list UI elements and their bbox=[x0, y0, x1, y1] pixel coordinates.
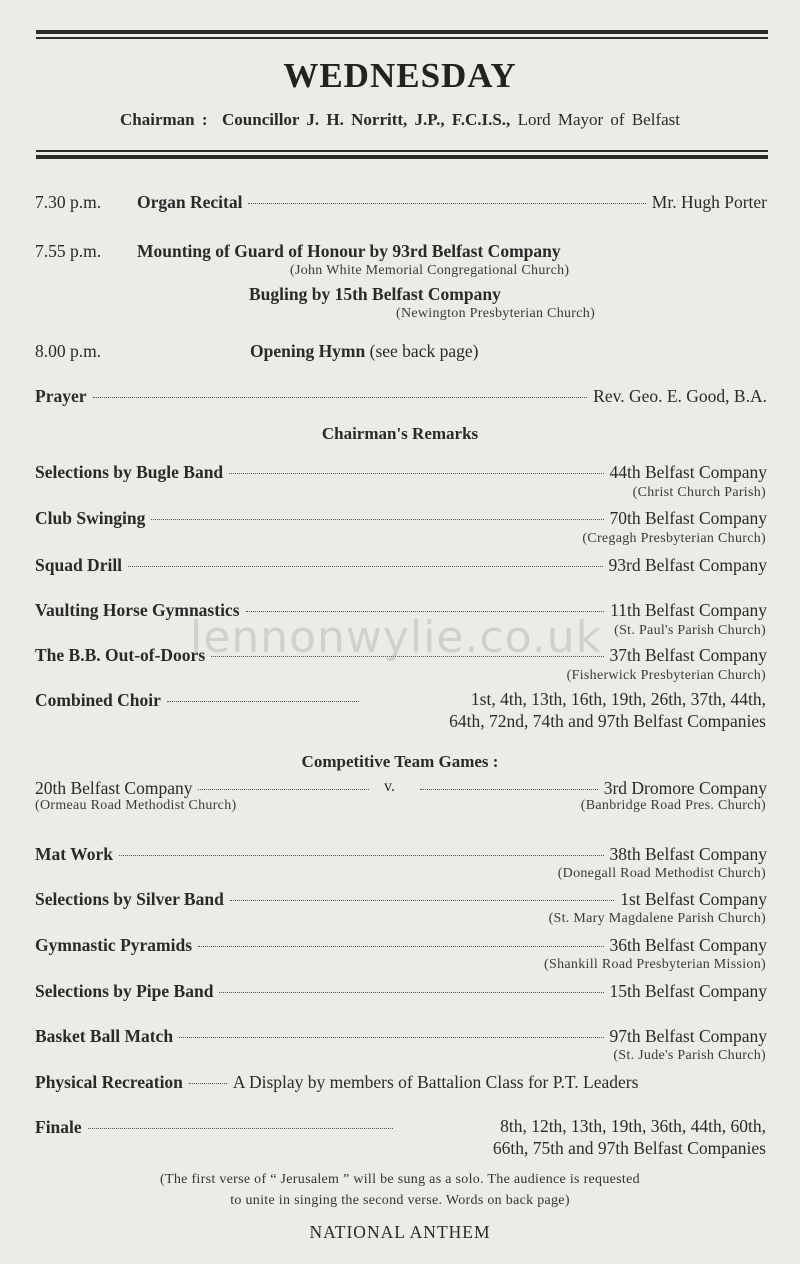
hymn-row bbox=[35, 341, 767, 362]
dot-leader bbox=[219, 992, 603, 993]
dot-leader bbox=[420, 789, 598, 790]
programme-row bbox=[35, 981, 767, 1002]
dot-leader bbox=[119, 855, 604, 856]
dot-leader bbox=[248, 203, 645, 204]
team-two-name: 3rd Dromore Company bbox=[603, 778, 767, 798]
item-label: The B.B. Out-of-Doors bbox=[35, 645, 206, 665]
companies-line-2: 64th, 72nd, 74th and 97th Belfast Companies bbox=[449, 711, 766, 731]
team-two-church: (Banbridge Road Pres. Church) bbox=[580, 798, 766, 813]
item-label: Selections by Bugle Band bbox=[35, 462, 224, 482]
companies-line-2: 66th, 75th and 97th Belfast Companies bbox=[492, 1138, 766, 1158]
companies-line-1: 8th, 12th, 13th, 19th, 36th, 44th, 60th, bbox=[500, 1116, 766, 1136]
programme-row bbox=[35, 1117, 399, 1138]
item-label: Gymnastic Pyramids bbox=[35, 935, 193, 955]
item-label: Club Swinging bbox=[35, 508, 146, 528]
team-two bbox=[414, 778, 767, 799]
prayer-row bbox=[35, 386, 767, 407]
organ-recital-row bbox=[35, 192, 767, 213]
dot-leader bbox=[198, 789, 369, 790]
dot-leader bbox=[198, 946, 604, 947]
programme-row bbox=[35, 462, 767, 483]
team-one-church: (Ormeau Road Methodist Church) bbox=[35, 798, 237, 813]
bottom-double-rule bbox=[36, 150, 768, 159]
chairmans-remarks: Chairman's Remarks bbox=[321, 424, 479, 443]
item-performer: 93rd Belfast Company bbox=[608, 555, 767, 575]
item-label: Organ Recital bbox=[137, 192, 243, 212]
item-label: Opening Hymn bbox=[250, 341, 366, 361]
programme-row bbox=[35, 508, 767, 529]
dot-leader bbox=[189, 1083, 227, 1084]
item-performer: 97th Belfast Company bbox=[609, 1026, 767, 1046]
dot-leader bbox=[93, 397, 588, 398]
dot-leader bbox=[229, 473, 603, 474]
top-double-rule bbox=[36, 30, 768, 39]
item-performer: 1st Belfast Company bbox=[620, 889, 767, 909]
programme-row bbox=[35, 935, 767, 956]
dot-leader bbox=[179, 1037, 603, 1038]
item-church: (St. Mary Magdalene Parish Church) bbox=[548, 911, 766, 926]
item-label: Mat Work bbox=[35, 844, 113, 864]
time: 7.30 p.m. bbox=[35, 192, 102, 212]
team-one bbox=[35, 778, 375, 799]
item-note: (see back page) bbox=[369, 341, 479, 361]
item-label: Physical Recreation bbox=[35, 1072, 183, 1092]
jerusalem-note bbox=[0, 1169, 800, 1211]
item-performer: 36th Belfast Company bbox=[609, 935, 767, 955]
programme-row bbox=[35, 555, 767, 576]
dot-leader bbox=[230, 900, 614, 901]
item-church: (Shankill Road Presbyterian Mission) bbox=[544, 957, 766, 972]
dot-leader bbox=[128, 566, 602, 567]
item-label: Selections by Silver Band bbox=[35, 889, 224, 909]
page-title: WEDNESDAY bbox=[283, 56, 517, 95]
chairman-name: Councillor J. H. Norritt, J.P., F.C.I.S., bbox=[222, 110, 511, 129]
item-performer: 44th Belfast Company bbox=[609, 462, 767, 482]
item-church: (Cregagh Presbyterian Church) bbox=[582, 531, 766, 546]
finale-companies bbox=[493, 1115, 766, 1159]
time: 8.00 p.m. bbox=[35, 341, 102, 361]
item-label: Bugling by 15th Belfast Company bbox=[249, 284, 501, 304]
programme-row bbox=[35, 1072, 767, 1093]
item-label: Combined Choir bbox=[35, 690, 161, 710]
programme-row bbox=[35, 889, 767, 910]
programme-row bbox=[35, 1026, 767, 1047]
chairman-role: Lord Mayor of Belfast bbox=[517, 110, 680, 129]
item-performer: 11th Belfast Company bbox=[610, 600, 767, 620]
item-label: Finale bbox=[35, 1117, 82, 1137]
item-church: (St. Jude's Parish Church) bbox=[613, 1048, 766, 1063]
item-performer: 37th Belfast Company bbox=[609, 645, 767, 665]
time: 7.55 p.m. bbox=[35, 241, 102, 261]
item-performer: A Display by members of Battalion Class for P.T. Leaders bbox=[232, 1072, 639, 1092]
item-label: Selections by Pipe Band bbox=[35, 981, 214, 1001]
guard-row bbox=[35, 241, 767, 262]
item-performer: Rev. Geo. E. Good, B.A. bbox=[593, 386, 767, 406]
programme-row bbox=[35, 844, 767, 865]
competitive-games-heading: Competitive Team Games : bbox=[301, 752, 499, 771]
guard-church: (John White Memorial Congregational Church) bbox=[290, 263, 570, 278]
item-church: (Fisherwick Presbyterian Church) bbox=[566, 668, 766, 683]
item-church: (Donegall Road Methodist Church) bbox=[557, 866, 766, 881]
item-label: Mounting of Guard of Honour by 93rd Belfast Company bbox=[137, 241, 561, 261]
team-one-name: 20th Belfast Company bbox=[35, 778, 193, 798]
combined-choir-companies bbox=[449, 688, 766, 732]
dot-leader bbox=[88, 1128, 393, 1129]
item-label: Vaulting Horse Gymnastics bbox=[35, 600, 240, 620]
item-performer: 70th Belfast Company bbox=[609, 508, 767, 528]
dot-leader bbox=[151, 519, 603, 520]
chairman-line bbox=[0, 110, 800, 130]
item-label: Prayer bbox=[35, 386, 87, 406]
chairman-label: Chairman : bbox=[120, 110, 208, 129]
national-anthem: NATIONAL ANTHEM bbox=[309, 1222, 491, 1242]
item-performer: Mr. Hugh Porter bbox=[651, 192, 767, 212]
note-line-2: to unite in singing the second verse. Words on back page) bbox=[230, 1193, 570, 1208]
bugling-row bbox=[249, 284, 769, 305]
item-church: (St. Paul's Parish Church) bbox=[614, 623, 766, 638]
companies-line-1: 1st, 4th, 13th, 16th, 19th, 26th, 37th, 44th, bbox=[470, 689, 766, 709]
item-performer: 38th Belfast Company bbox=[609, 844, 767, 864]
bugling-church: (Newington Presbyterian Church) bbox=[396, 306, 596, 321]
programme-row bbox=[35, 690, 365, 711]
versus: v. bbox=[384, 778, 395, 795]
note-line-1: (The first verse of “ Jerusalem ” will be sung as a solo. The audience is requested bbox=[160, 1172, 640, 1187]
watermark: lennonwylie.co.uk bbox=[190, 612, 603, 663]
item-label: Basket Ball Match bbox=[35, 1026, 174, 1046]
item-church: (Christ Church Parish) bbox=[632, 485, 766, 500]
item-performer: 15th Belfast Company bbox=[609, 981, 767, 1001]
dot-leader bbox=[167, 701, 359, 702]
item-label: Squad Drill bbox=[35, 555, 123, 575]
